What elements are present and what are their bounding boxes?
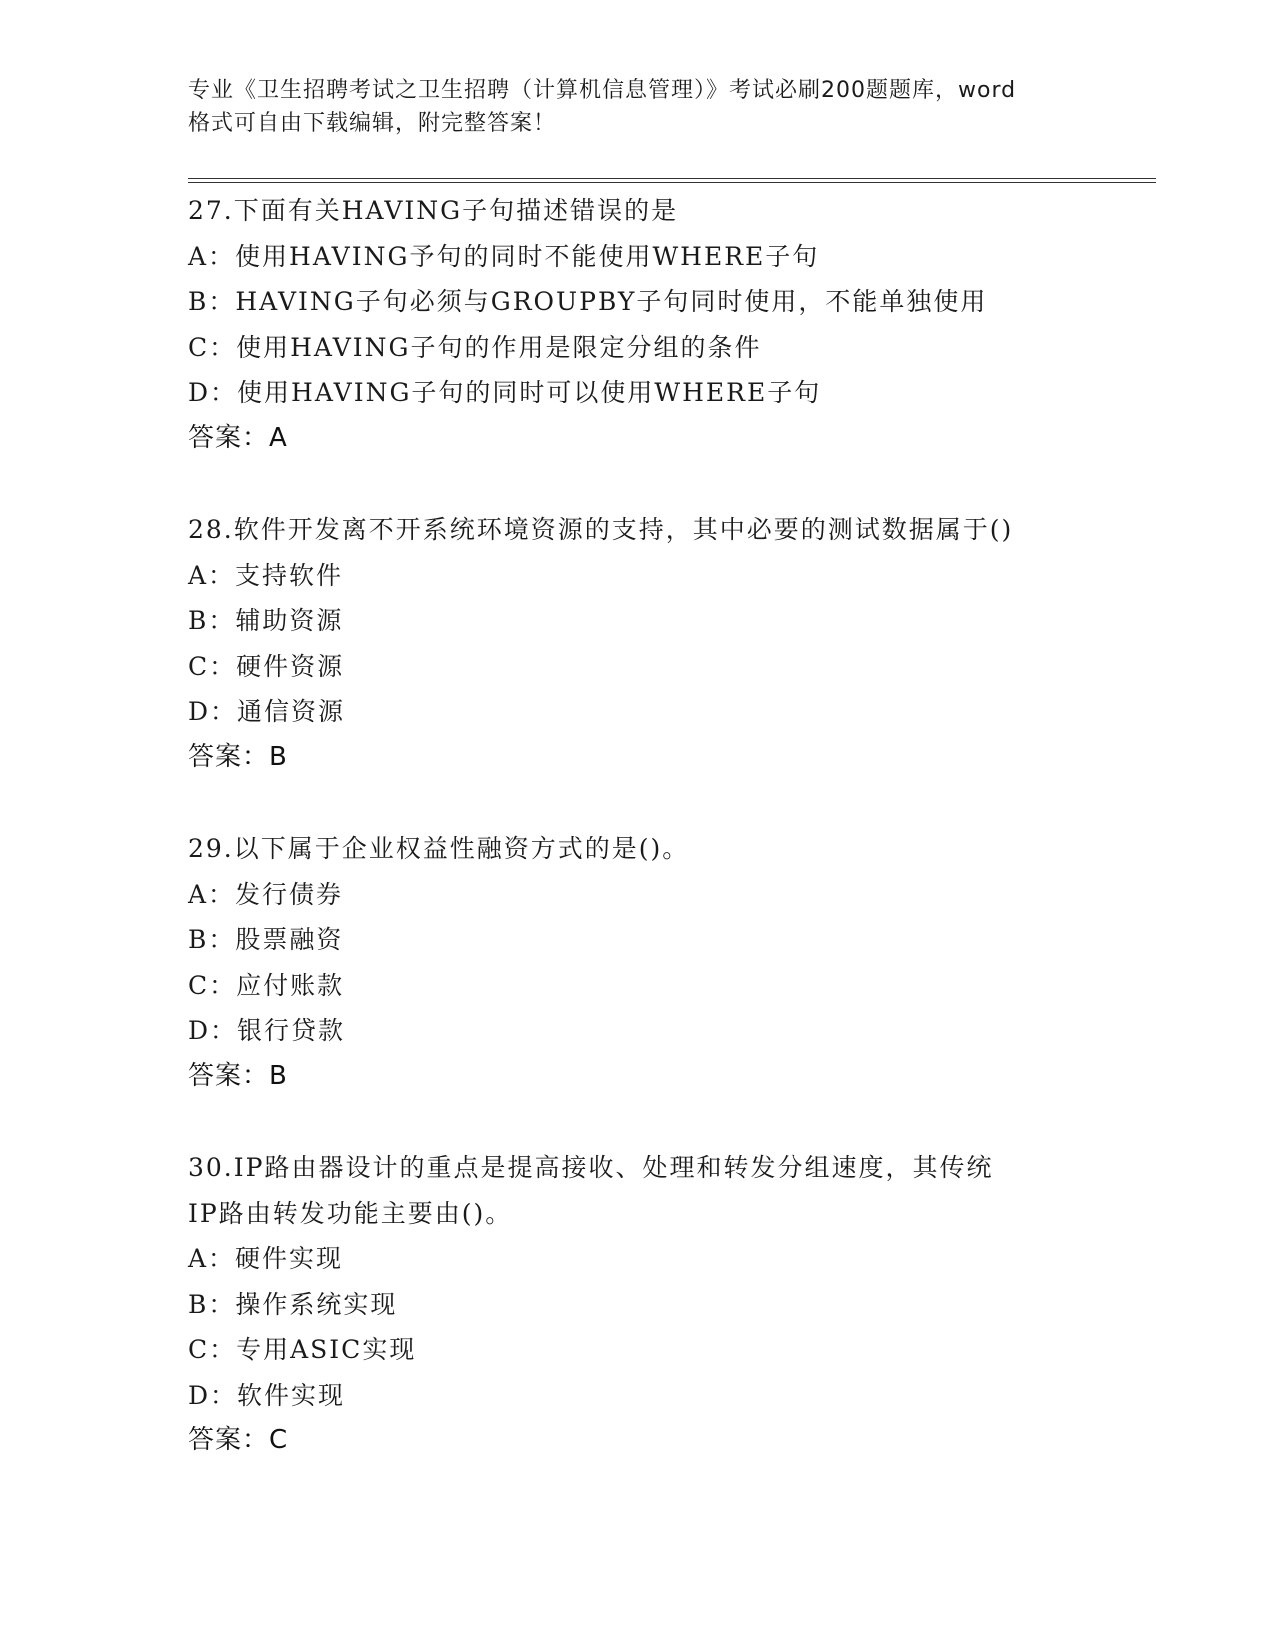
option-a: A：使用HAVING予句的同时不能使用WHERE子句: [188, 241, 820, 271]
option-d: D：软件实现: [188, 1380, 346, 1410]
question-28: [188, 507, 1118, 780]
option-d: D：通信资源: [188, 697, 346, 726]
option-d: D：银行贷款: [188, 1016, 346, 1045]
option-c: C：硬件资源: [188, 651, 345, 681]
option-a: A：支持软件: [188, 560, 344, 590]
option-b: B：HAVING子句必须与GROUPBY子句同时使用，不能单独使用: [188, 287, 988, 316]
question-list: [188, 188, 1118, 1510]
option-d: D：使用HAVING子句的同时可以使用WHERE子句: [188, 378, 822, 407]
option-c: C：专用ASIC实现: [188, 1335, 417, 1364]
option-a: A：硬件实现: [188, 1244, 344, 1273]
header-line-1: 专业《卫生招聘考试之卫生招聘（计算机信息管理）》考试必刷200题题库，word: [188, 78, 1017, 103]
option-b: B：操作系统实现: [188, 1289, 398, 1319]
option-b: B：股票融资: [188, 925, 344, 954]
header-divider: [188, 178, 1156, 183]
header-line-2: 格式可自由下载编辑，附完整答案！: [188, 111, 557, 136]
option-a: A：发行债券: [188, 879, 344, 909]
option-b: B：辅助资源: [188, 606, 344, 635]
answer-label: 答案：B: [188, 1060, 288, 1091]
answer-label: 答案：B: [188, 741, 288, 772]
answer-label: 答案：C: [188, 1425, 289, 1455]
option-c: C：应付账款: [188, 970, 345, 1000]
question-stem-line-2: IP路由转发功能主要由()。: [188, 1198, 513, 1228]
document-header: [188, 74, 1098, 140]
question-stem: 29.以下属于企业权益性融资方式的是()。: [188, 834, 690, 863]
question-stem: 27.下面有关HAVING子句描述错误的是: [188, 196, 679, 225]
option-c: C：使用HAVING子句的作用是限定分组的条件: [188, 332, 762, 362]
question-29: [188, 826, 1118, 1099]
answer-label: 答案：A: [188, 422, 288, 453]
question-stem: 28.软件开发离不开系统环境资源的支持，其中必要的测试数据属于(): [188, 515, 1014, 544]
question-27: [188, 188, 1118, 461]
question-30: [188, 1145, 1118, 1464]
question-stem-line-1: 30.IP路由器设计的重点是提高接收、处理和转发分组速度，其传统: [188, 1153, 994, 1182]
